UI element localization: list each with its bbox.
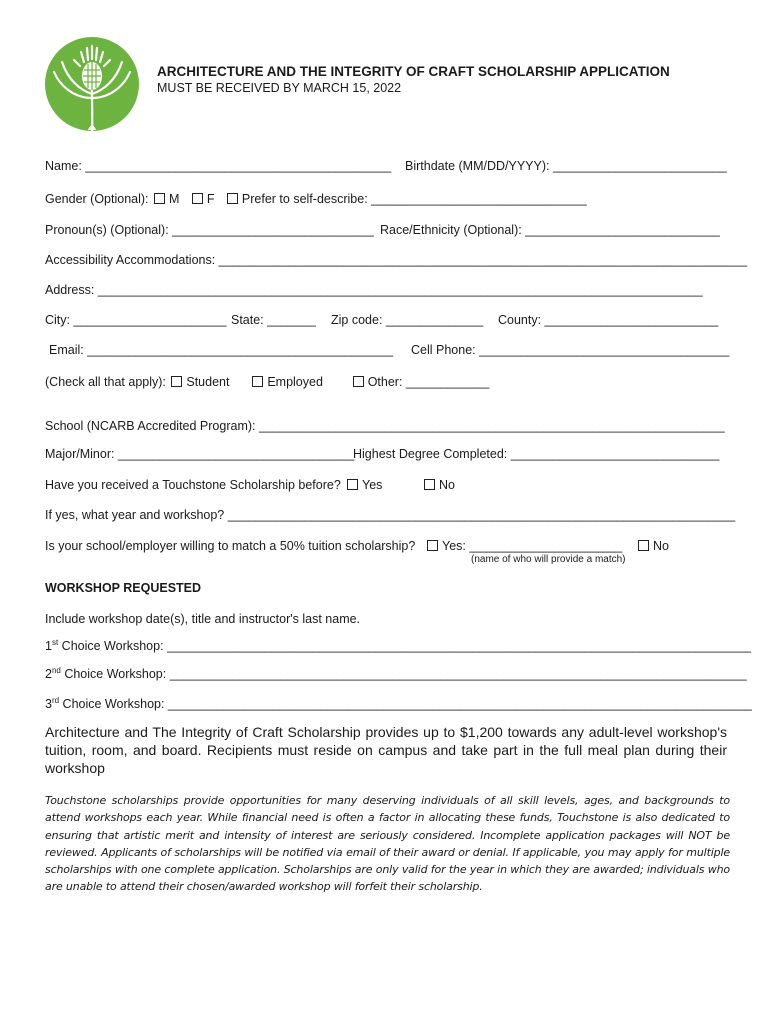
choice2-label: Choice Workshop: ___________________________________________________________________________________ — [60, 667, 747, 681]
match-no — [636, 539, 669, 553]
birthdate-field[interactable]: Birthdate (MM/DD/YYYY): _________________________ — [405, 159, 727, 173]
gender-self-describe-field[interactable]: Prefer to self-describe: _______________________________ — [241, 192, 587, 206]
scholarship-policy-text: Touchstone scholarships provide opportunities for many deserving individuals of all skill levels, ages, and backgrounds to attend workshops each year. While financial need is often a factor in allocating these funds, Touchstone is also dedicated to ensuring that artistic merit and intensity of interest are seriously considered. Incomplete application packages will NOT be reviewed. Applicants of scholarships will be notified via email of their award or denial. If applicable, you may apply for multiple scholarships with one complete application. Scholarships are only valid for the year in which they are awarded; individuals who are unable to attend their chosen/awarded workshop will forfeit their scholarship. — [45, 794, 730, 894]
choice2-field[interactable] — [45, 667, 747, 681]
choice1-number: 1 — [45, 639, 52, 653]
cell-phone-field[interactable]: Cell Phone: ____________________________________ — [411, 343, 730, 357]
accessibility-field[interactable]: Accessibility Accommodations: ____________________________________________________________________________ — [45, 253, 748, 267]
status-row — [45, 375, 489, 389]
choice3-suffix: rd — [51, 696, 60, 705]
received-no — [422, 478, 455, 492]
match-no-label: No — [653, 539, 669, 553]
name-field[interactable]: Name: ____________________________________________ — [45, 159, 392, 173]
county-field[interactable]: County: _________________________ — [498, 313, 719, 327]
match-yes — [425, 539, 622, 553]
gender-row — [45, 192, 587, 206]
degree-field[interactable]: Highest Degree Completed: ______________________________ — [353, 447, 720, 461]
city-field[interactable]: City: ______________________ — [45, 313, 227, 327]
received-yes-label: Yes — [362, 478, 383, 492]
teasel-flower-logo-icon — [44, 32, 140, 140]
pronouns-field[interactable]: Pronoun(s) (Optional): _____________________________ — [45, 223, 374, 237]
choice1-suffix: st — [51, 638, 59, 647]
received-yes-checkbox[interactable] — [347, 479, 358, 490]
workshop-heading: WORKSHOP REQUESTED — [45, 581, 202, 595]
received-no-label: No — [439, 478, 455, 492]
gender-f-checkbox[interactable] — [192, 193, 203, 204]
zip-field[interactable]: Zip code: ______________ — [331, 313, 484, 327]
email-field[interactable]: Email: ____________________________________________ — [49, 343, 394, 357]
gender-self-checkbox[interactable] — [227, 193, 238, 204]
employed-label: Employed — [267, 375, 323, 389]
match-yes-field[interactable]: Yes: ______________________ — [442, 539, 623, 553]
year-workshop-field[interactable]: If yes, what year and workshop? _________________________________________________________________________ — [45, 508, 736, 522]
status-label: (Check all that apply): — [45, 375, 166, 389]
gender-f-label: F — [206, 192, 215, 206]
choice3-number: 3 — [45, 697, 52, 711]
employed-checkbox[interactable] — [252, 376, 263, 387]
deadline-subtitle: MUST BE RECEIVED BY MARCH 15, 2022 — [157, 81, 402, 95]
gender-m-checkbox[interactable] — [154, 193, 165, 204]
race-field[interactable]: Race/Ethnicity (Optional): ____________________________ — [380, 223, 720, 237]
workshop-instructions: Include workshop date(s), title and instructor's last name. — [45, 612, 361, 626]
received-yes — [345, 478, 382, 492]
match-no-checkbox[interactable] — [638, 540, 649, 551]
gender-label: Gender (Optional): — [45, 192, 149, 206]
choice1-field[interactable] — [45, 639, 751, 653]
major-field[interactable]: Major/Minor: __________________________________ — [45, 447, 355, 461]
scholarship-description: Architecture and The Integrity of Craft Scholarship provides up to $1,200 towards any adult-level workshop's tuition, room, and board. Recipients must reside on campus and take part in the full meal plan during their workshop — [45, 724, 727, 776]
match-question: Is your school/employer willing to match a 50% tuition scholarship? — [45, 539, 416, 553]
state-field[interactable]: State: _______ — [231, 313, 316, 327]
received-question: Have you received a Touchstone Scholarship before? — [45, 478, 341, 492]
student-label: Student — [186, 375, 230, 389]
choice1-label: Choice Workshop: ____________________________________________________________________________________ — [58, 639, 751, 653]
student-checkbox[interactable] — [171, 376, 182, 387]
choice3-field[interactable] — [45, 697, 752, 711]
choice3-label: Choice Workshop: ____________________________________________________________________________________ — [59, 697, 752, 711]
choice2-suffix: nd — [51, 666, 61, 675]
address-field[interactable]: Address: _______________________________________________________________________________________ — [45, 283, 703, 297]
received-no-checkbox[interactable] — [424, 479, 435, 490]
gender-m-label: M — [169, 192, 180, 206]
choice2-number: 2 — [45, 667, 52, 681]
other-field[interactable]: Other: ____________ — [367, 375, 490, 389]
school-field[interactable]: School (NCARB Accredited Program): ___________________________________________________________________ — [45, 419, 725, 433]
other-checkbox[interactable] — [353, 376, 364, 387]
form-title: ARCHITECTURE AND THE INTEGRITY OF CRAFT SCHOLARSHIP APPLICATION — [157, 64, 670, 79]
match-yes-checkbox[interactable] — [427, 540, 438, 551]
match-note: (name of who will provide a match) — [471, 554, 626, 565]
